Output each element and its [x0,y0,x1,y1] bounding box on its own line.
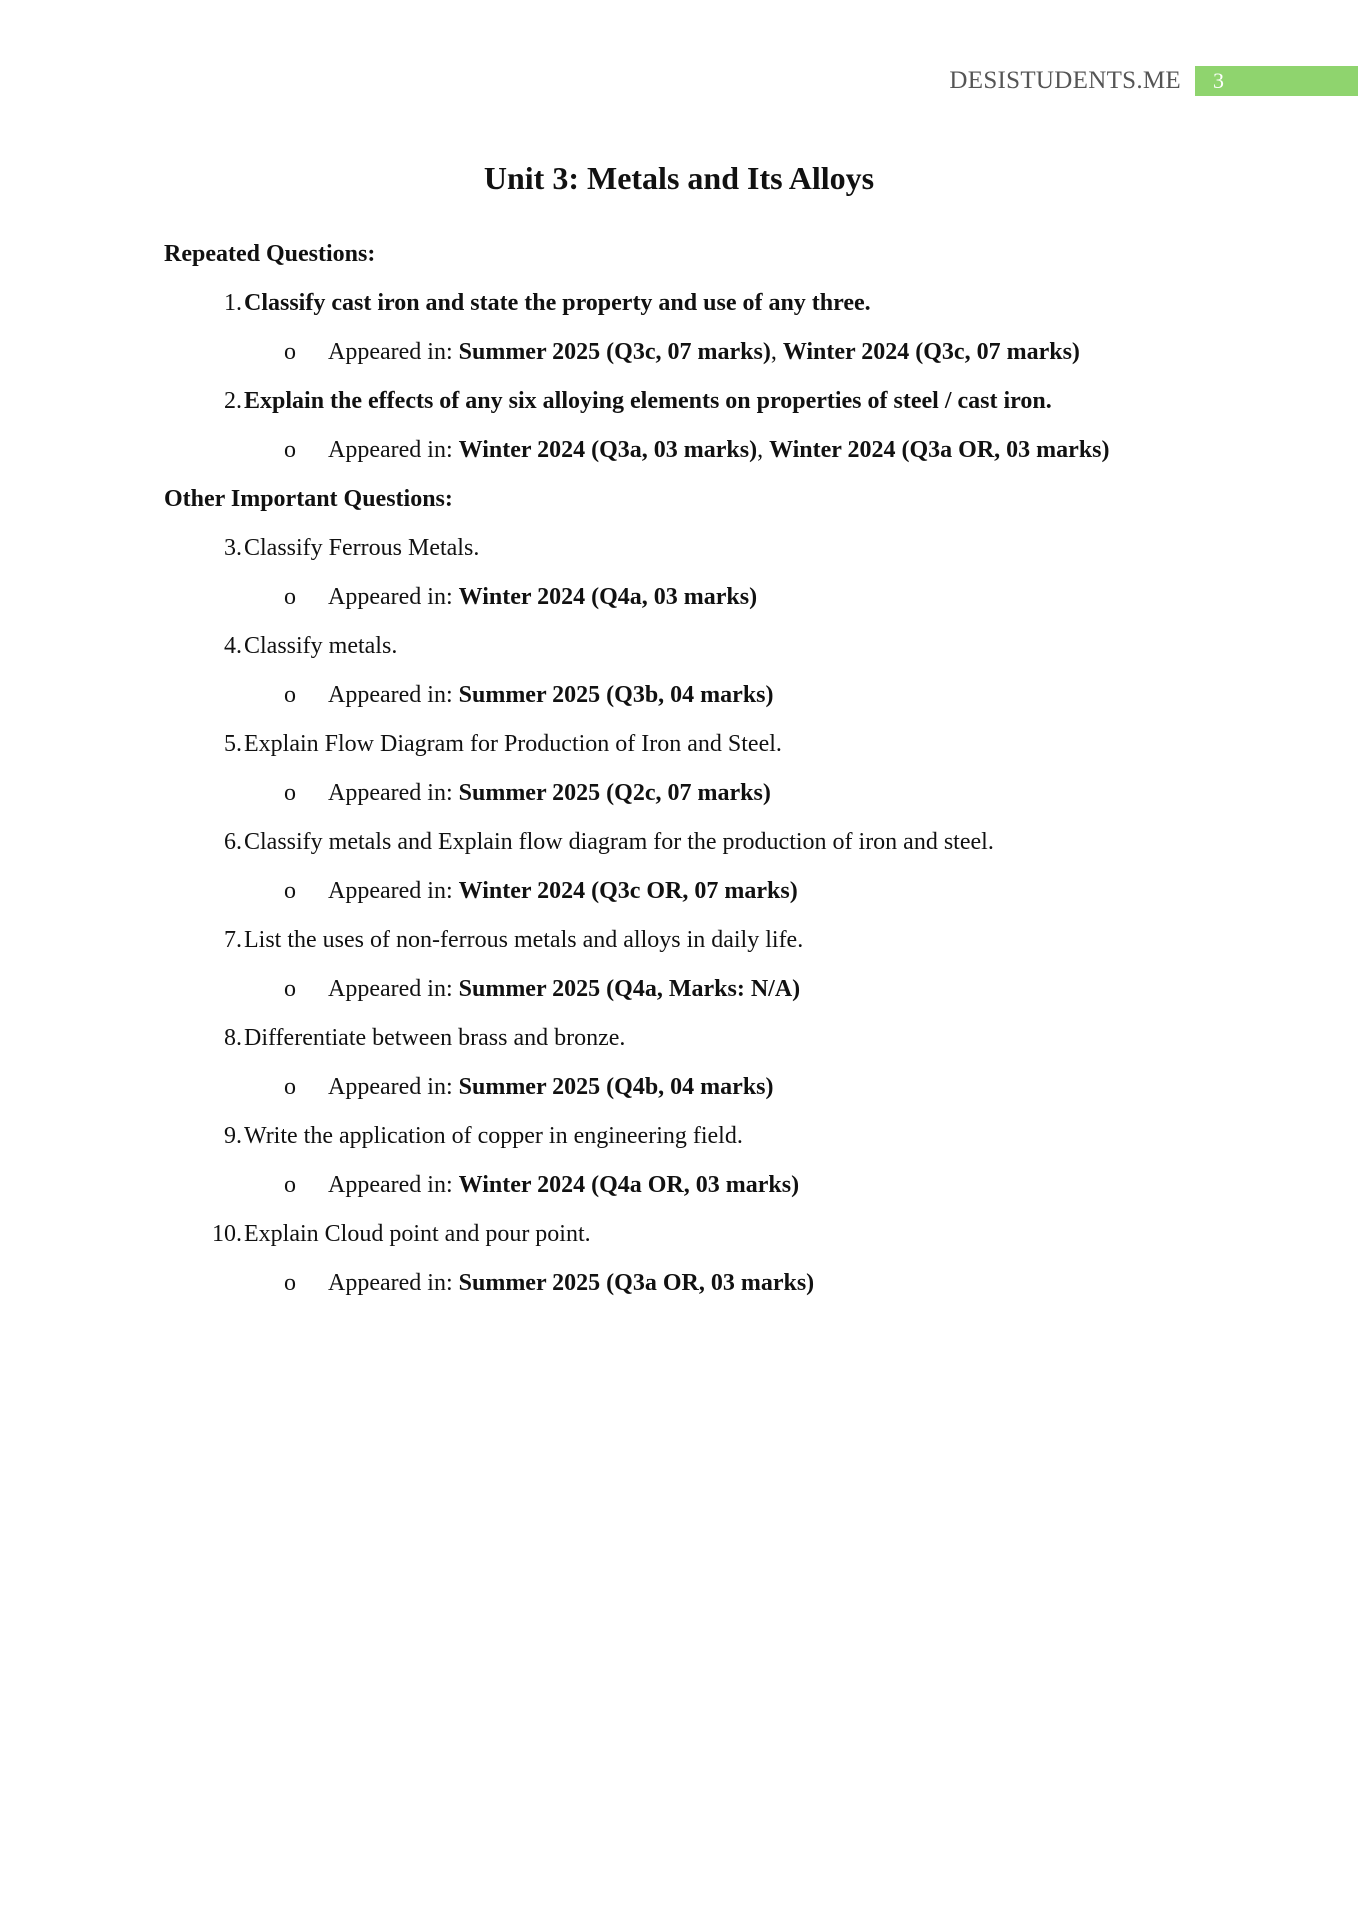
appeared-source: Winter 2024 (Q4a, 03 marks) [458,584,758,610]
appeared-source: Winter 2024 (Q4a OR, 03 marks) [458,1172,800,1198]
question-number: 8. [224,1025,242,1051]
appeared-in-text [328,677,774,726]
question-text: Explain the effects of any six alloying elements on properties of steel / cast iron. [244,388,1052,414]
page-number: 3 [1195,66,1358,96]
other-questions-heading: Other Important Questions: [164,486,453,512]
bullet-marker: o [284,339,296,365]
page-title-text: Unit 3: Metals and Its Alloys [483,160,875,196]
bullet-marker: o [284,1074,296,1100]
document-body [164,236,1284,1314]
appeared-in-text [328,873,798,922]
appeared-in-text [328,1265,814,1314]
bullet-marker: o [284,1172,296,1198]
question-number: 4. [224,633,242,659]
question-number: 3. [224,535,242,561]
appeared-in-item [164,775,1284,824]
appeared-in-text [328,579,757,628]
appeared-source: Summer 2025 (Q3b, 04 marks) [458,682,774,708]
appeared-label: Appeared in: [328,878,453,904]
question-number: 7. [224,927,242,953]
question-text: Differentiate between brass and bronze. [244,1025,626,1051]
question-item [164,530,1284,579]
bullet-marker: o [284,682,296,708]
appeared-in-item [164,1167,1284,1216]
site-name: DESISTUDENTS.ME [949,67,1181,94]
page-header [949,66,1358,96]
appeared-source: Summer 2025 (Q4b, 04 marks) [458,1074,774,1100]
question-number: 9. [224,1123,242,1149]
bullet-marker: o [284,437,296,463]
question-text: Explain Cloud point and pour point. [244,1221,591,1247]
appeared-in-text [328,971,800,1020]
appeared-in-item [164,432,1284,481]
question-item [164,1020,1284,1069]
appeared-label: Appeared in: [328,339,453,365]
appeared-in-text [328,432,1110,481]
question-text: List the uses of non-ferrous metals and alloys in daily life. [244,927,804,953]
bullet-marker: o [284,878,296,904]
question-item [164,628,1284,677]
question-item [164,1216,1284,1265]
question-text: Write the application of copper in engineering field. [244,1123,743,1149]
appeared-label: Appeared in: [328,1172,453,1198]
question-number: 1. [224,290,242,316]
appeared-source: Summer 2025 (Q3a OR, 03 marks) [458,1270,815,1296]
appeared-in-text [328,1167,799,1216]
appeared-in-item [164,971,1284,1020]
appeared-source: Summer 2025 (Q4a, Marks: N/A) [458,976,801,1002]
appeared-in-item [164,1069,1284,1118]
source-separator: , [770,339,777,365]
appeared-source: Winter 2024 (Q3a, 03 marks) [458,437,758,463]
question-text: Classify Ferrous Metals. [244,535,480,561]
appeared-source: Summer 2025 (Q3c, 07 marks) [458,339,771,365]
appeared-in-item [164,677,1284,726]
question-number: 6. [224,829,242,855]
question-item [164,1118,1284,1167]
source-separator: , [757,437,764,463]
question-item [164,383,1284,432]
bullet-marker: o [284,1270,296,1296]
question-item [164,824,1284,873]
appeared-in-text [328,334,1080,383]
bullet-marker: o [284,780,296,806]
appeared-label: Appeared in: [328,1270,453,1296]
question-text: Classify metals and Explain flow diagram for the production of iron and steel. [244,829,994,855]
appeared-in-item [164,1265,1284,1314]
appeared-source: Summer 2025 (Q2c, 07 marks) [458,780,771,806]
bullet-marker: o [284,584,296,610]
question-number: 10. [212,1221,242,1247]
appeared-label: Appeared in: [328,976,453,1002]
question-text: Classify cast iron and state the property and use of any three. [244,290,871,316]
appeared-label: Appeared in: [328,437,453,463]
appeared-label: Appeared in: [328,584,453,610]
appeared-label: Appeared in: [328,1074,453,1100]
appeared-source: Winter 2024 (Q3c, 07 marks) [782,339,1080,365]
appeared-label: Appeared in: [328,780,453,806]
appeared-in-text [328,775,771,824]
question-number: 2. [224,388,242,414]
appeared-source: Winter 2024 (Q3a OR, 03 marks) [769,437,1110,463]
question-text: Explain Flow Diagram for Production of Iron and Steel. [244,731,782,757]
appeared-in-item [164,873,1284,922]
appeared-in-item [164,579,1284,628]
question-item [164,285,1284,334]
page-title [0,160,1358,197]
question-item [164,726,1284,775]
bullet-marker: o [284,976,296,1002]
question-number: 5. [224,731,242,757]
appeared-in-item [164,334,1284,383]
appeared-in-text [328,1069,774,1118]
repeated-questions-heading: Repeated Questions: [164,241,376,267]
question-text: Classify metals. [244,633,398,659]
question-item [164,922,1284,971]
appeared-source: Winter 2024 (Q3c OR, 07 marks) [458,878,798,904]
appeared-label: Appeared in: [328,682,453,708]
